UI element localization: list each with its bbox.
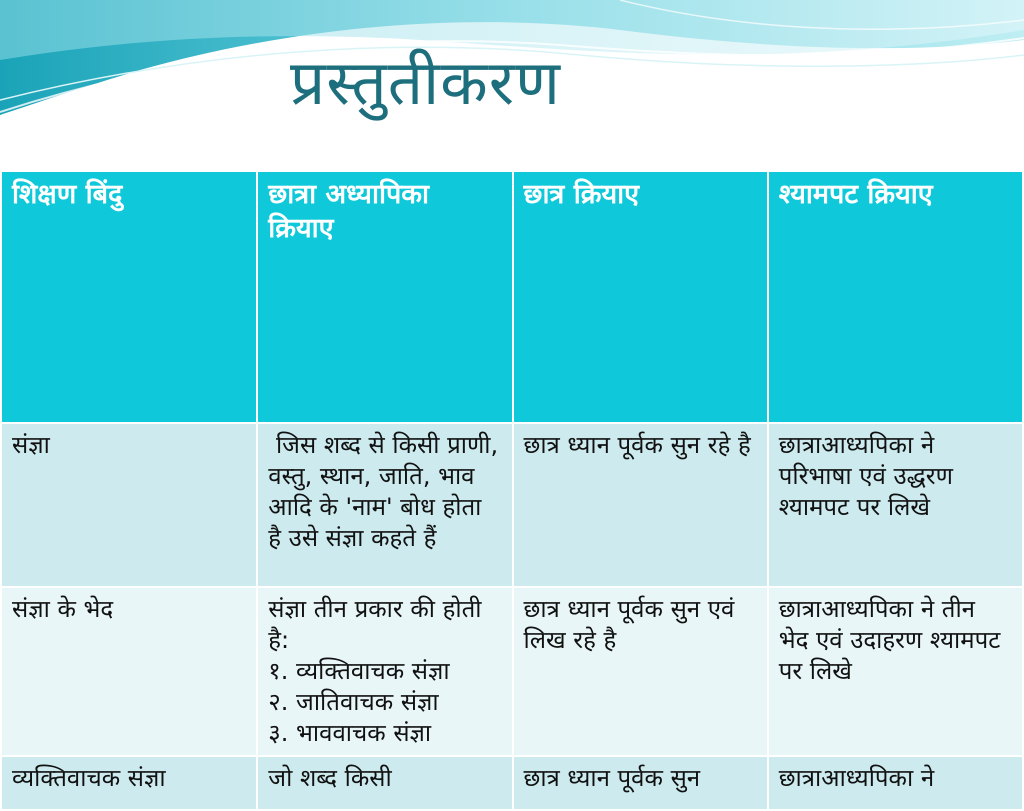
cell-teacher-activity: [257, 587, 512, 756]
cell-text: संज्ञा तीन प्रकार की होती है:: [268, 595, 482, 654]
cell-teaching-point: संज्ञा के भेद: [1, 587, 257, 756]
list-item: ३. भाववाचक संज्ञा: [268, 719, 432, 747]
lesson-plan-table: [0, 170, 1024, 811]
cell-student-activity: छात्र ध्यान पूर्वक सुन: [513, 756, 768, 810]
cell-teacher-activity: जो शब्द किसी: [257, 756, 512, 810]
cell-student-activity: छात्र ध्यान पूर्वक सुन एवं लिख रहे है: [513, 587, 768, 756]
table-header-row: [1, 171, 1023, 423]
table-row: [1, 587, 1023, 756]
cell-teaching-point: व्यक्तिवाचक संज्ञा: [1, 756, 257, 810]
list-item: १. व्यक्तिवाचक संज्ञा: [268, 657, 450, 685]
header-student-activities: छात्र क्रियाए: [513, 171, 768, 423]
cell-blackboard-activity: छात्राआध्यपिका ने तीन भेद एवं उदाहरण श्यामपट पर लिखे: [768, 587, 1023, 756]
cell-blackboard-activity: छात्राआध्यपिका ने परिभाषा एवं उद्धरण श्यामपट पर लिखे: [768, 423, 1023, 587]
slide-title: प्रस्तुतीकरण: [290, 46, 561, 119]
header-teacher-activities: छात्रा अध्यापिका क्रियाए: [257, 171, 512, 423]
header-teaching-point: शिक्षण बिंदु: [1, 171, 257, 423]
list-item: २. जातिवाचक संज्ञा: [268, 688, 439, 716]
cell-teaching-point: संज्ञा: [1, 423, 257, 587]
cell-teacher-activity: जिस शब्द से किसी प्राणी, वस्तु, स्थान, जाति, भाव आदि के 'नाम' बोध होता है उसे संज्ञा कहते हैं: [257, 423, 512, 587]
table-row: [1, 756, 1023, 810]
header-blackboard-activities: श्यामपट क्रियाए: [768, 171, 1023, 423]
table-row: [1, 423, 1023, 587]
cell-student-activity: छात्र ध्यान पूर्वक सुन रहे है: [513, 423, 768, 587]
cell-blackboard-activity: छात्राआध्यपिका ने: [768, 756, 1023, 810]
